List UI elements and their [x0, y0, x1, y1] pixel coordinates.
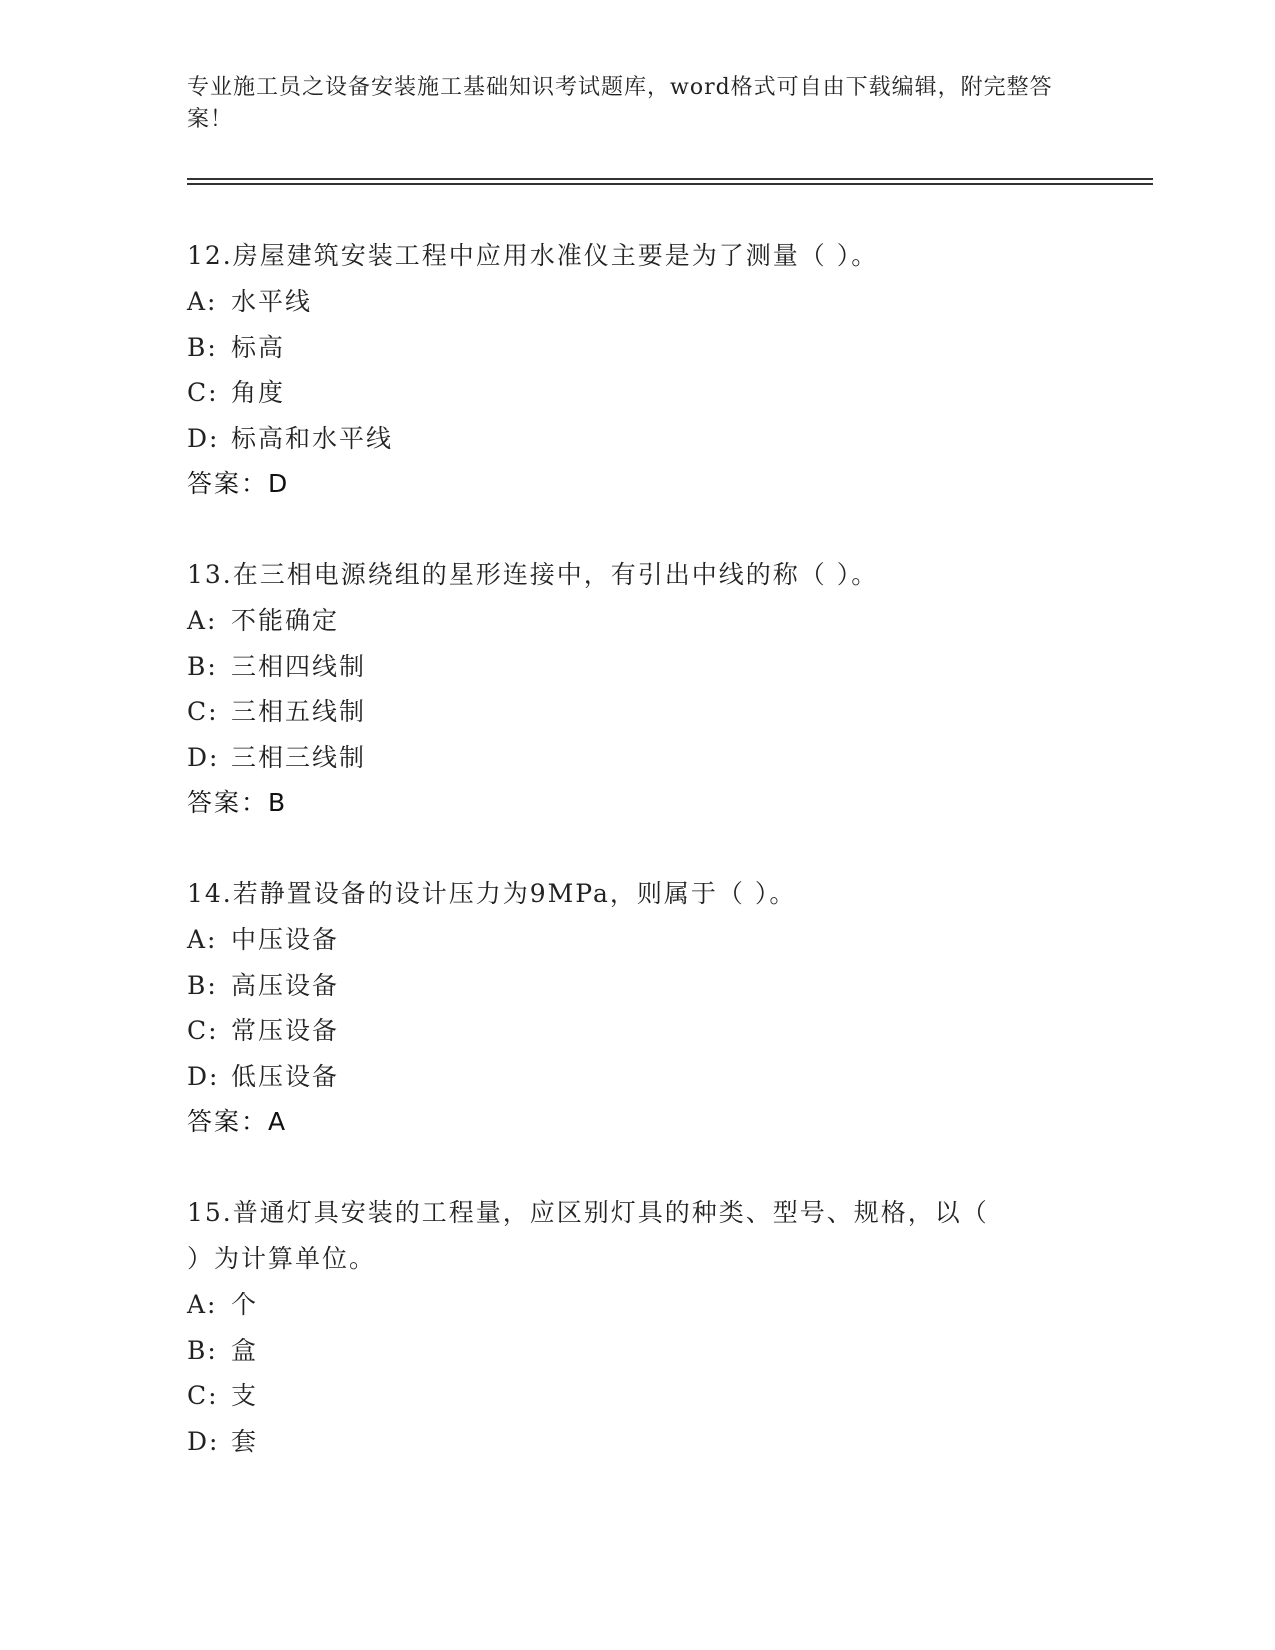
document-header: [187, 72, 1067, 136]
answer-text: 答案：B: [187, 788, 288, 817]
header-title: 专业施工员之设备安装施工基础知识考试题库，word格式可自由下载编辑，附完整答案！: [187, 75, 1053, 132]
option-label: C:: [187, 1016, 219, 1045]
answer-text: 答案：A: [187, 1107, 288, 1136]
question-13: [187, 552, 1067, 825]
option-a: [187, 917, 1067, 963]
option-label: D:: [187, 1426, 220, 1456]
option-c: [187, 689, 1067, 735]
option-c: [187, 370, 1067, 416]
option-b: [187, 963, 1067, 1009]
question-stem: 13.在三相电源绕组的星形连接中，有引出中线的称（ ）。: [187, 560, 879, 589]
option-text: 常压设备: [231, 1016, 340, 1045]
option-label: B:: [187, 332, 218, 362]
option-d: [187, 1419, 1067, 1465]
option-text: 个: [231, 1290, 259, 1319]
option-c: [187, 1373, 1067, 1419]
option-a: [187, 279, 1067, 325]
option-label: C:: [187, 1381, 219, 1410]
option-label: A:: [187, 925, 218, 954]
option-text: 三相四线制: [231, 651, 367, 681]
option-b: [187, 1328, 1067, 1374]
option-b: [187, 644, 1067, 690]
option-label: B:: [187, 1335, 218, 1365]
option-label: A:: [187, 1290, 218, 1319]
question-stem: 12.房屋建筑安装工程中应用水准仪主要是为了测量（ ）。: [187, 241, 879, 270]
option-label: A:: [187, 606, 218, 635]
option-a: [187, 1282, 1067, 1328]
option-text: 中压设备: [231, 925, 340, 954]
option-d: [187, 1054, 1067, 1100]
option-text: 标高和水平线: [231, 423, 394, 453]
option-label: D:: [187, 742, 220, 772]
option-text: 套: [231, 1426, 259, 1456]
question-12: [187, 233, 1067, 506]
option-a: [187, 598, 1067, 644]
answer-text: 答案：D: [187, 469, 290, 498]
option-text: 高压设备: [231, 970, 340, 1000]
option-label: C:: [187, 378, 219, 407]
option-label: A:: [187, 287, 218, 316]
option-text: 三相三线制: [231, 742, 367, 772]
option-label: B:: [187, 651, 218, 681]
option-text: 水平线: [231, 287, 313, 316]
option-label: C:: [187, 697, 219, 726]
option-text: 标高: [231, 332, 286, 362]
option-c: [187, 1008, 1067, 1054]
option-label: B:: [187, 970, 218, 1000]
option-label: D:: [187, 1061, 220, 1091]
question-stem-line-2: ）为计算单位。: [187, 1244, 377, 1273]
question-14: [187, 871, 1067, 1144]
option-text: 三相五线制: [231, 697, 367, 726]
header-divider-bottom: [187, 183, 1153, 185]
option-b: [187, 325, 1067, 371]
option-text: 支: [231, 1381, 259, 1410]
option-text: 不能确定: [231, 606, 340, 635]
option-text: 角度: [231, 378, 286, 407]
option-d: [187, 735, 1067, 781]
question-stem: 14.若静置设备的设计压力为9MPa，则属于（ ）。: [187, 879, 797, 908]
header-divider-top: [187, 178, 1153, 180]
question-15: [187, 1190, 1067, 1464]
option-d: [187, 416, 1067, 462]
question-stem-line-1: 15.普通灯具安装的工程量，应区别灯具的种类、型号、规格，以（: [187, 1198, 989, 1227]
option-label: D:: [187, 423, 220, 453]
option-text: 低压设备: [231, 1061, 340, 1091]
option-text: 盒: [231, 1335, 259, 1365]
